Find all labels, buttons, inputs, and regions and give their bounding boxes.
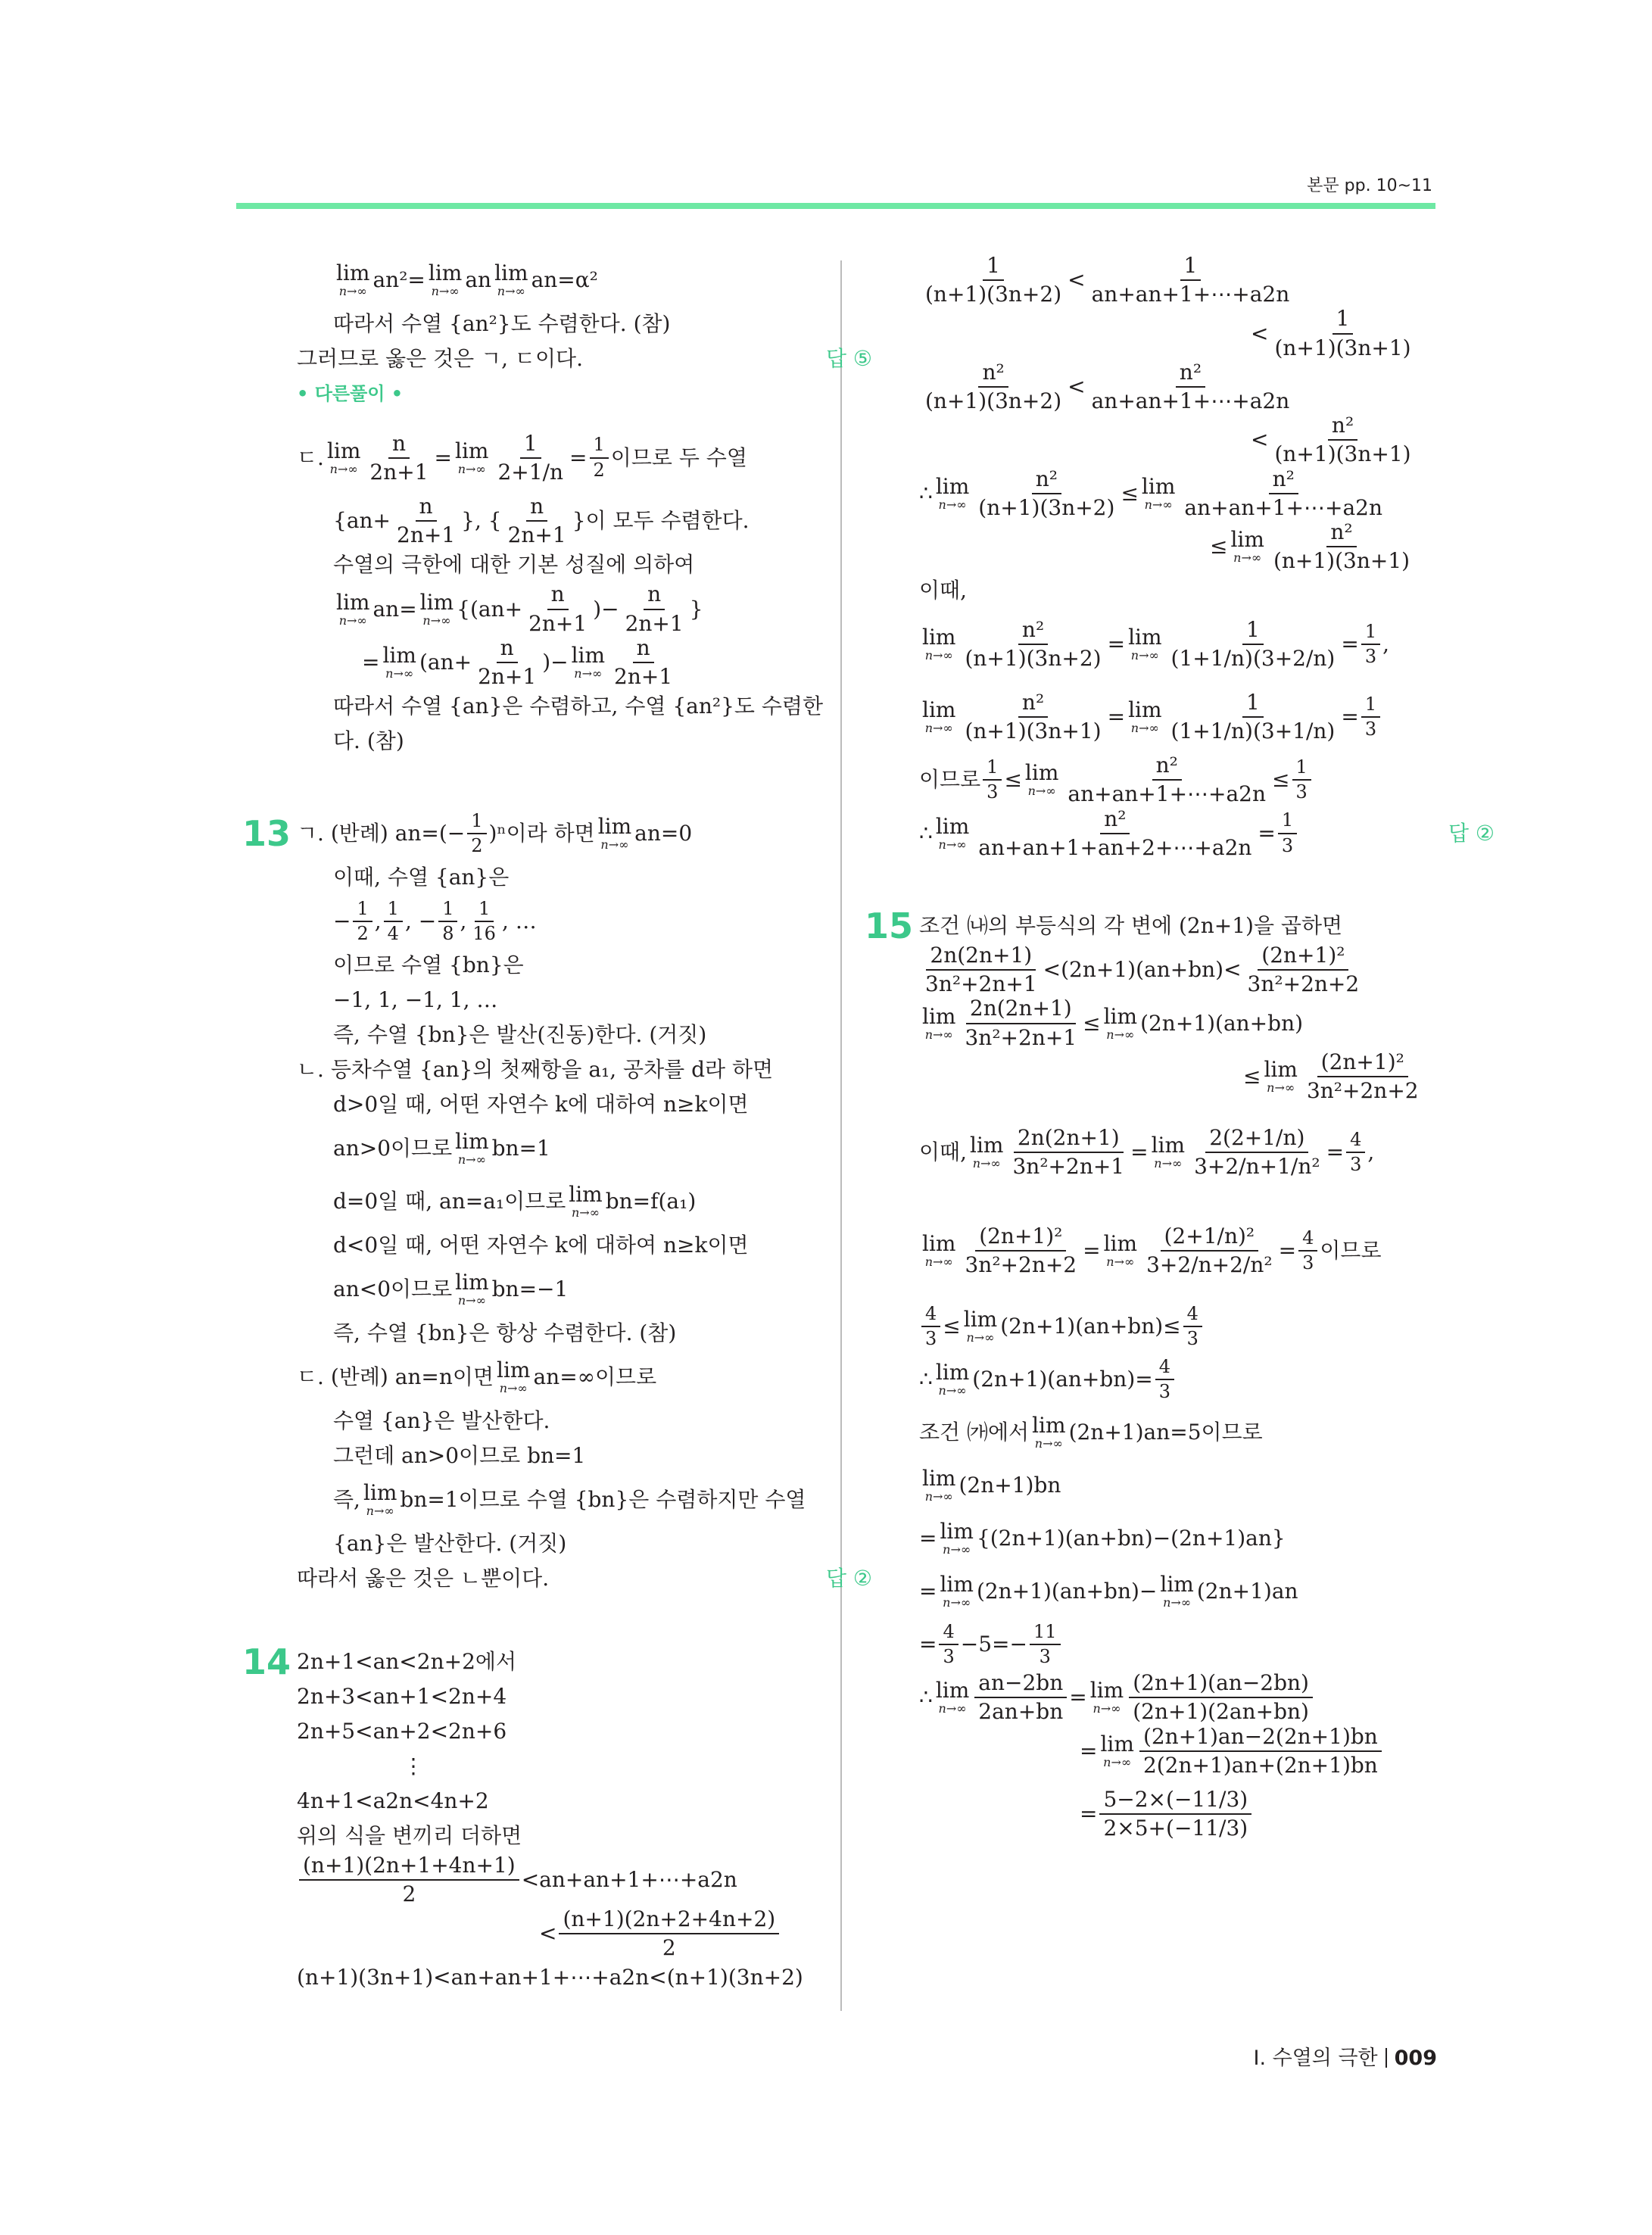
fraction: n² (n+1)(3n+1) xyxy=(1274,413,1411,467)
expr: }이 모두 수렴한다. xyxy=(572,508,750,534)
line-p13-a2: 이때, 수열 {an}은 xyxy=(333,865,510,890)
line-p15-s3 xyxy=(919,996,1495,1049)
problem-number-13: 13 xyxy=(242,813,291,855)
fraction: $\frac{1}{3}$ xyxy=(1361,622,1380,668)
fraction: (2n+1)(an−2bn) (2n+1)(2an+bn) xyxy=(1129,1671,1313,1724)
line-left-2: 따라서 수열 {an²}도 수렴한다. (참) xyxy=(333,311,671,336)
fraction: $\frac{1}{8}$ xyxy=(438,899,457,945)
expr: bn=f(a₁) xyxy=(605,1189,697,1214)
lim-operator: lim n→∞ xyxy=(326,438,361,476)
fraction: 2n(2n+1) 3n²+2n+1 xyxy=(925,943,1037,997)
line-p15-s10 xyxy=(919,1459,1495,1512)
chapter-title: Ⅰ. 수열의 극한 xyxy=(1253,2046,1378,2070)
fraction: $\frac{1}{(1+1/n)(3+1/n)}$ xyxy=(1170,690,1336,744)
fraction: (2n+1)² 3n²+2n+2 xyxy=(1247,943,1360,997)
fraction: (n+1)(2n+2+4n+2) 2 xyxy=(559,1907,779,1960)
fraction: $\frac{\text{n²}}{an+an+1+\cdots+a2n}$ xyxy=(1068,753,1267,807)
lim-operator: lim n→∞ xyxy=(935,1360,970,1398)
expr: ≤ xyxy=(1243,1063,1261,1089)
line-p13-b1: ㄴ. 등차수열 {an}의 첫째항을 a₁, 공차를 d라 하면 xyxy=(297,1057,774,1083)
fraction: $\frac{\text{(2n+1)²}}{\text{3n²+2n+2}}$ xyxy=(965,1223,1077,1278)
therefore-symbol: ∴ xyxy=(919,480,933,506)
expr: = xyxy=(1130,1139,1149,1165)
line-right-r6 xyxy=(919,520,1495,573)
lim-operator: lim n→∞ xyxy=(1103,1003,1138,1042)
lim-operator: lim n→∞ xyxy=(1230,527,1264,566)
expr: (2n+1)bn xyxy=(958,1473,1061,1498)
line-p13-b3 xyxy=(297,1122,872,1175)
problem-number-14: 14 xyxy=(242,1641,291,1683)
line-p15-s11 xyxy=(919,1512,1495,1565)
line-right-r1 xyxy=(919,254,1495,307)
line-left-d5 xyxy=(297,636,872,689)
expr: 이므로 xyxy=(919,767,981,793)
fraction: 1 4 xyxy=(384,899,403,945)
expr: )− xyxy=(542,649,569,675)
expr: an= xyxy=(372,596,417,622)
expr: , xyxy=(460,909,467,934)
lim-operator: lim n→∞ xyxy=(922,1231,956,1270)
line-p13-c1 xyxy=(297,1351,872,1404)
fraction: $\frac{1}{3}$ xyxy=(1361,694,1380,740)
fraction: $\frac{11}{3}$ xyxy=(1030,1622,1061,1668)
line-p14-e3: 2n+5<an+2<2n+6 xyxy=(297,1719,507,1744)
expr: = xyxy=(1080,1738,1098,1763)
lim-operator: lim n→∞ xyxy=(935,473,970,512)
lim-operator: lim n→∞ xyxy=(336,589,370,628)
line-p13-a4: 이므로 수열 {bn}은 xyxy=(333,952,524,978)
line-left-d1 xyxy=(297,422,872,494)
line-p15-s1 xyxy=(865,906,1495,946)
line-right-r5 xyxy=(919,467,1495,520)
fraction: $\frac{4}{3}$ xyxy=(1183,1304,1202,1350)
line-p15-s14 xyxy=(919,1671,1495,1724)
fraction: $\frac{\text{n²}}{an+an+1+an+2+\cdots+a2n}$ xyxy=(978,806,1252,860)
expr: bn=1 xyxy=(491,1136,550,1161)
expr: )ⁿ이라 하면 xyxy=(488,821,595,846)
line-p14-e2: 2n+3<an+1<2n+4 xyxy=(297,1684,507,1710)
lim-operator: lim n→∞ xyxy=(1103,1231,1138,1270)
expr: (an+ xyxy=(419,649,472,675)
expr: }, { xyxy=(461,508,502,534)
expr: an<0이므로 xyxy=(333,1276,453,1302)
expr: <an+an+1+⋯+a2n xyxy=(521,1867,737,1893)
lim-operator: lim n→∞ xyxy=(1089,1678,1124,1716)
line-p15-s13 xyxy=(919,1618,1495,1671)
line-p13-a3 xyxy=(297,895,872,948)
expr: an²= xyxy=(372,267,425,292)
expr: {(an+ xyxy=(457,596,523,622)
lim-operator: lim n→∞ xyxy=(336,260,370,298)
fraction: n² an+an+1+⋯+a2n xyxy=(1184,466,1383,520)
lim-operator: lim n→∞ xyxy=(922,697,956,736)
therefore-symbol: ∴ xyxy=(919,820,933,846)
fraction: 1 (n+1)(3n+2) xyxy=(925,253,1062,307)
lim-operator: lim n→∞ xyxy=(922,1466,956,1504)
expr: = xyxy=(1080,1800,1098,1826)
line-p14-e9: (n+1)(3n+1)<an+an+1+⋯+a2n<(n+1)(3n+2) xyxy=(297,1964,803,1990)
expr: an=α² xyxy=(531,267,598,292)
lim-operator: lim n→∞ xyxy=(363,1480,397,1519)
fraction: $\frac{1}{3}$ xyxy=(983,757,1002,803)
fraction: $\frac{n}{2n+1}$ xyxy=(369,430,429,485)
line-p15-s12 xyxy=(919,1565,1495,1618)
expr: an=∞이므로 xyxy=(533,1364,657,1390)
line-p15-s7 xyxy=(919,1300,1495,1353)
line-p14-e8 xyxy=(297,1907,872,1960)
item-marker: ㄷ. xyxy=(297,445,324,470)
expr: = xyxy=(919,1526,937,1551)
lim-operator: lim n→∞ xyxy=(1264,1056,1298,1095)
expr: 조건 ㈎에서 xyxy=(919,1420,1030,1445)
header-rule xyxy=(236,203,1435,209)
line-p15-s2 xyxy=(919,943,1495,996)
line-p13-a5: −1, 1, −1, 1, … xyxy=(333,987,498,1013)
line-p13-b2: d>0일 때, 어떤 자연수 k에 대하여 n≥k이면 xyxy=(333,1092,749,1118)
lim-operator: lim n→∞ xyxy=(382,642,416,681)
line-p15-s4 xyxy=(919,1050,1495,1103)
lim-operator: lim n→∞ xyxy=(970,1133,1004,1171)
expr: = xyxy=(1083,1238,1101,1264)
fraction: $\frac{1}{(1+1/n)(3+2/n)}$ xyxy=(1170,617,1336,672)
fraction: 1 (n+1)(3n+1) xyxy=(1274,306,1411,360)
expr: < xyxy=(1251,427,1269,453)
expr: (2n+1)(an+bn)− xyxy=(976,1579,1158,1604)
alt-solution-label xyxy=(297,376,872,411)
expr: bn=−1 xyxy=(491,1276,569,1302)
lim-operator: lim n→∞ xyxy=(1141,473,1176,512)
expr: ≤ xyxy=(1004,767,1022,793)
expr: = xyxy=(1258,820,1276,846)
expr: < xyxy=(1068,373,1086,399)
line-p13-b5: d<0일 때, 어떤 자연수 k에 대하여 n≥k이면 xyxy=(333,1233,749,1258)
lim-operator: lim n→∞ xyxy=(428,260,463,298)
therefore-symbol: ∴ xyxy=(919,1685,933,1710)
line-right-r11 xyxy=(919,807,1495,860)
line-p13-c2: 수열 {an}은 발산한다. xyxy=(333,1408,550,1434)
expr: = xyxy=(919,1579,937,1604)
lim-operator: lim n→∞ xyxy=(940,1572,974,1610)
lim-operator: lim n→∞ xyxy=(1160,1572,1194,1610)
expr: ㄷ. (반례) an=n이면 xyxy=(297,1364,494,1390)
line-right-r8 xyxy=(919,608,1495,681)
page-footer xyxy=(1254,2041,1438,2071)
expr: = xyxy=(434,445,453,470)
lim-operator: lim n→∞ xyxy=(1151,1133,1186,1171)
expr: an>0이므로 xyxy=(333,1136,453,1161)
line-p15-s16 xyxy=(919,1778,1495,1850)
fraction: $\frac{2(2+1/n)}{\text{3+2/n+1/n²}}$ xyxy=(1194,1124,1320,1180)
page-number: 009 xyxy=(1394,2046,1437,2070)
expr: = xyxy=(1278,1238,1297,1264)
expr: ≤ xyxy=(943,1314,961,1339)
line-p13-a1 xyxy=(242,807,872,860)
fraction: $\frac{n}{2n+1}$ xyxy=(397,494,456,548)
lim-operator: lim n→∞ xyxy=(569,1182,603,1220)
expr: = xyxy=(1341,631,1359,657)
fraction: n² an+an+1+⋯+a2n xyxy=(1091,359,1290,413)
fraction: $\frac{an-2bn}{2an+bn}$ xyxy=(974,1671,1067,1724)
line-left-d2 xyxy=(297,494,872,547)
expr: , xyxy=(1382,631,1390,657)
expr: , xyxy=(1367,1139,1375,1165)
fraction: 1 an+an+1+⋯+a2n xyxy=(1091,253,1290,307)
expr: 이므로 두 수열 xyxy=(610,445,747,470)
fraction: $\frac{1}{2+1/n}$ xyxy=(497,430,564,485)
lim-operator: lim n→∞ xyxy=(1024,760,1059,799)
line-left-d6: 따라서 수열 {an}은 수렴하고, 수열 {an²}도 수렴한 xyxy=(333,694,824,719)
fraction: $\frac{4}{3}$ xyxy=(921,1304,940,1350)
lim-operator: lim n→∞ xyxy=(1100,1731,1134,1769)
answer-badge: 답 ⑤ xyxy=(825,346,872,371)
line-p14-e4: ⋮ xyxy=(403,1753,424,1779)
footer-divider xyxy=(1385,2048,1387,2068)
fraction: (2n+1)² 3n²+2n+2 xyxy=(1306,1049,1419,1103)
page-reference: 본문 pp. 10~11 xyxy=(1307,176,1432,195)
fraction: $\frac{n}{2n+1}$ xyxy=(625,581,684,636)
fraction: $\frac{n}{2n+1}$ xyxy=(478,634,537,689)
line-p14-e7 xyxy=(297,1853,872,1906)
expr: 2n+1<an<2n+2에서 xyxy=(297,1649,516,1675)
lim-operator: lim n→∞ xyxy=(922,1003,956,1042)
expr: an xyxy=(465,267,492,292)
line-p13-c3: 그런데 an>0이므로 bn=1 xyxy=(333,1443,586,1469)
expr: (2n+1)an=5이므로 xyxy=(1068,1420,1263,1445)
expr: = xyxy=(1326,1139,1345,1165)
fraction: $\frac{5-2\times(-11/3)}{2\times 5+(-11/3)}$ xyxy=(1099,1788,1251,1841)
line-right-r7: 이때, xyxy=(919,578,967,603)
fraction: $\frac{4}{3}$ xyxy=(1346,1130,1365,1176)
line-p13-c6 xyxy=(297,1561,872,1596)
right-column xyxy=(865,253,1495,1850)
fraction: (2n+1)an−2(2n+1)bn 2(2n+1)an+(2n+1)bn xyxy=(1139,1725,1382,1778)
fraction: $\frac{1}{2}$ xyxy=(353,899,372,945)
fraction: $\frac{1}{2}$ xyxy=(590,435,609,481)
fraction: $\frac{2n(2n+1)}{\text{3n²+2n+1}}$ xyxy=(1012,1124,1125,1180)
line-p15-s9 xyxy=(919,1406,1495,1459)
expr: {(2n+1)(an+bn)−(2n+1)an} xyxy=(976,1526,1286,1551)
line-p13-b4 xyxy=(297,1175,872,1228)
expr: = xyxy=(919,1632,937,1657)
fraction: n 2n+1 xyxy=(507,494,566,548)
line-left-d3: 수열의 극한에 대한 기본 성질에 의하여 xyxy=(333,552,695,578)
expr: } xyxy=(689,596,703,622)
lim-operator: lim n→∞ xyxy=(935,813,970,852)
fraction: $\frac{1}{3}$ xyxy=(1278,810,1297,856)
left-column xyxy=(242,254,872,1995)
lim-operator: lim n→∞ xyxy=(571,642,606,681)
expr: = xyxy=(362,649,380,675)
expr: , … xyxy=(501,909,537,934)
expr: < xyxy=(1251,320,1269,346)
alt-label: • 다른풀이 • xyxy=(297,383,404,404)
conclusion-text: 그러므로 옳은 것은 ㄱ, ㄷ이다. xyxy=(297,346,583,371)
lim-operator: lim n→∞ xyxy=(1128,625,1162,663)
conclusion-text: 따라서 옳은 것은 ㄴ뿐이다. xyxy=(297,1566,550,1591)
line-p14-e1 xyxy=(242,1641,872,1683)
therefore-symbol: ∴ xyxy=(919,1367,933,1392)
expr: − xyxy=(333,909,351,934)
line-left-d7: 다. (참) xyxy=(333,728,404,754)
expr: d=0일 때, an=a₁이므로 xyxy=(333,1189,566,1214)
fraction: $\frac{n}{2n+1}$ xyxy=(528,581,588,636)
fraction: $\frac{2n(2n+1)}{\text{3n²+2n+1}}$ xyxy=(965,996,1077,1050)
expr: ≤ xyxy=(1083,1010,1101,1036)
line-right-r10 xyxy=(919,753,1495,806)
expr: (2n+1)an xyxy=(1196,1579,1298,1604)
expr: 즉, xyxy=(333,1487,360,1513)
lim-operator: lim n→∞ xyxy=(455,1129,489,1167)
expr: (2n+1)(an+bn) xyxy=(1140,1010,1304,1036)
line-right-r2 xyxy=(919,307,1495,360)
expr: )− xyxy=(593,596,619,622)
line-left-3 xyxy=(297,341,872,376)
expr: = xyxy=(1107,631,1126,657)
fraction: (n+1)(2n+1+4n+1) 2 xyxy=(299,1853,519,1906)
expr: 조건 ㈏의 부등식의 각 변에 (2n+1)을 곱하면 xyxy=(919,913,1343,938)
line-right-r3 xyxy=(919,360,1495,413)
line-p15-s6 xyxy=(919,1202,1495,1300)
expr: = xyxy=(569,445,588,470)
line-p13-c4 xyxy=(297,1473,872,1526)
line-p14-e6: 위의 식을 변끼리 더하면 xyxy=(297,1823,522,1849)
expr: ≤ xyxy=(1121,480,1139,506)
line-p15-s15 xyxy=(919,1725,1495,1778)
fraction: $\frac{4}{3}$ xyxy=(939,1622,958,1668)
expr: 이므로 xyxy=(1320,1238,1382,1264)
expr: = xyxy=(1341,704,1359,730)
expr: −5=− xyxy=(960,1632,1027,1657)
answer-badge: 답 ② xyxy=(825,1566,872,1591)
line-p13-c5: {an}은 발산한다. (거짓) xyxy=(333,1531,567,1557)
line-right-r9 xyxy=(919,681,1495,753)
line-p13-b6 xyxy=(297,1263,872,1316)
lim-operator: lim n→∞ xyxy=(1032,1413,1066,1451)
fraction: $\frac{\text{n²}}{(n+1)(3n+2)}$ xyxy=(965,617,1102,672)
expr: = xyxy=(1107,704,1126,730)
expr: < xyxy=(539,1920,557,1946)
expr: (2n+1)(an+bn)= xyxy=(972,1367,1153,1392)
lim-operator: lim n→∞ xyxy=(935,1678,970,1716)
line-p13-a6: 즉, 수열 {bn}은 발산(진동)한다. (거짓) xyxy=(333,1022,707,1048)
lim-operator: lim n→∞ xyxy=(419,589,454,628)
line-p15-s5 xyxy=(919,1103,1495,1202)
lim-operator: lim n→∞ xyxy=(1128,697,1162,736)
fraction: $\frac{1}{2}$ xyxy=(467,811,486,857)
fraction: n² (n+1)(3n+2) xyxy=(925,359,1062,413)
expr: (2n+1)(an+bn)≤ xyxy=(1000,1314,1181,1339)
line-p14-e5: 4n+1<a2n<4n+2 xyxy=(297,1788,489,1814)
fraction: $\frac{4}{3}$ xyxy=(1298,1228,1317,1274)
lim-operator: lim n→∞ xyxy=(455,1270,489,1308)
fraction: $\frac{\text{n²}}{(n+1)(3n+1)}$ xyxy=(965,690,1102,744)
lim-operator: lim n→∞ xyxy=(494,260,528,298)
fraction: n² (n+1)(3n+1) xyxy=(1273,519,1410,574)
line-p13-b7: 즉, 수열 {bn}은 항상 수렴한다. (참) xyxy=(333,1320,677,1346)
expr: an=0 xyxy=(634,821,693,846)
expr: ㄱ. (반례) an=(− xyxy=(297,821,466,846)
answer-badge: 답 ② xyxy=(1448,820,1495,846)
expr: < xyxy=(1068,267,1086,293)
problem-number-15: 15 xyxy=(865,906,914,946)
fraction: $\frac{1}{3}$ xyxy=(1292,757,1311,803)
fraction: n 2n+1 xyxy=(614,634,673,689)
fraction: $\frac{\text{n²}}{(n+1)(3n+2)}$ xyxy=(978,466,1115,520)
lim-operator: lim n→∞ xyxy=(963,1307,998,1345)
expr: ≤ xyxy=(1272,767,1290,793)
expr: = xyxy=(1069,1685,1087,1710)
lim-operator: lim n→∞ xyxy=(497,1358,531,1396)
expr: {an+ xyxy=(333,508,391,534)
expr: <(2n+1)(an+bn)< xyxy=(1043,957,1242,983)
lim-operator: lim n→∞ xyxy=(940,1519,974,1557)
fraction: 1 16 xyxy=(472,897,496,945)
line-left-d4 xyxy=(297,582,872,635)
line-p15-s8 xyxy=(919,1353,1495,1406)
expr: , − xyxy=(404,909,437,934)
line-left-1 xyxy=(297,254,872,307)
fraction: $\frac{\text{(2+1/n)²}}{\text{3+2/n+2/n²}}$ xyxy=(1146,1223,1273,1278)
expr: 이때, xyxy=(919,1139,967,1165)
expr: ≤ xyxy=(1210,534,1228,560)
lim-operator: lim n→∞ xyxy=(597,814,632,853)
line-right-r4 xyxy=(919,413,1495,466)
lim-operator: lim n→∞ xyxy=(455,438,489,476)
fraction: $\frac{4}{3}$ xyxy=(1155,1357,1174,1403)
expr: , xyxy=(374,909,382,934)
expr: bn=1이므로 수열 {bn}은 수렴하지만 수열 xyxy=(400,1487,806,1513)
lim-operator: lim n→∞ xyxy=(922,625,956,663)
